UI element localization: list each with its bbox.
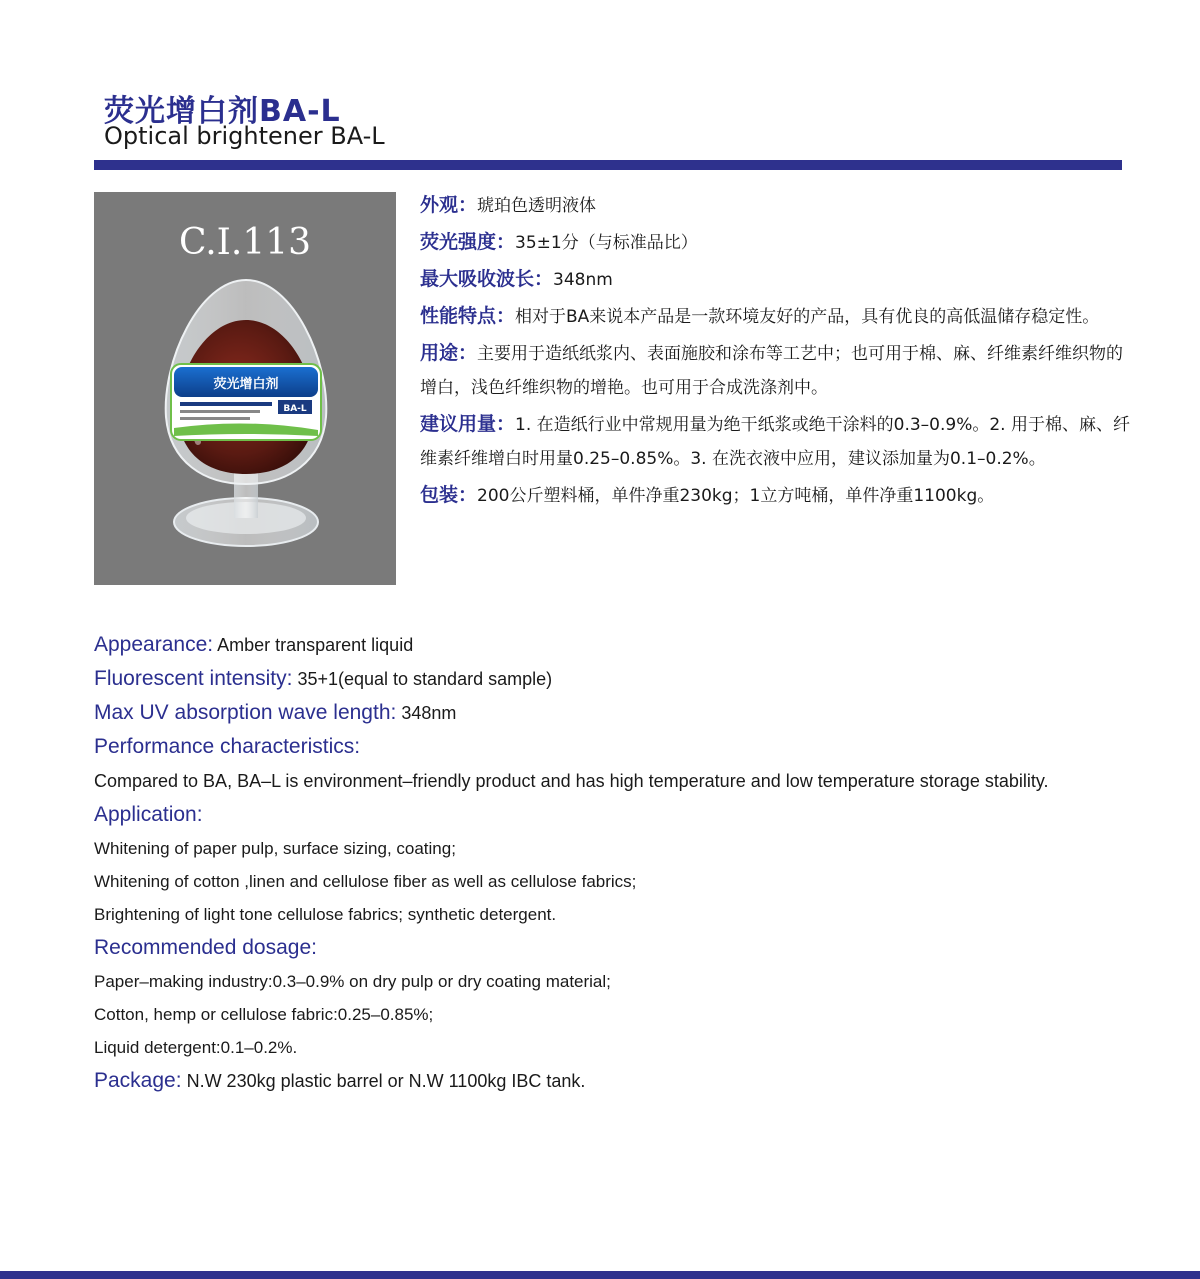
cn-spec-value: 主要用于造纸纸浆内、表面施胶和涂布等工艺中；也可用于棉、麻、纤维素纤维织物的增白，浅色纤维织物的增艳。也可用于合成洗涤剂中。 (420, 344, 1124, 398)
en-spec-key: Appearance: (94, 633, 214, 656)
en-spec-value: N.W 230kg plastic barrel or N.W 1100kg IBC tank. (181, 1071, 586, 1091)
en-spec-absorption (94, 696, 1154, 730)
list-item: Brightening of light tone cellulose fabrics; synthetic detergent. (94, 905, 557, 924)
list-item: Liquid detergent:0.1–0.2%. (94, 1038, 298, 1057)
list-item: Cotton, hemp or cellulose fabric:0.25–0.85%; (94, 1005, 434, 1024)
list-item: Paper–making industry:0.3–0.9% on dry pulp or dry coating material; (94, 972, 611, 991)
cn-spec-value: 35±1分（与标准品比） (515, 233, 698, 253)
cn-spec-usage (420, 336, 1135, 405)
title-divider (94, 160, 1122, 170)
page-title-en: Optical brightener BA-L (104, 122, 385, 150)
en-spec-package (94, 1064, 1154, 1098)
ci-number-label: C.I.113 (178, 222, 312, 263)
cn-spec-fluorescence (420, 225, 1135, 260)
footer-divider (0, 1271, 1200, 1279)
english-spec-list (94, 628, 1154, 1098)
en-spec-key: Package: (94, 1069, 182, 1092)
bottle-label-grade: BA-L (283, 404, 307, 414)
en-spec-application (94, 798, 1154, 832)
list-item: Whitening of cotton ,linen and cellulose fiber as well as cellulose fabrics; (94, 872, 637, 891)
cn-spec-value: 相对于BA来说本产品是一款环境友好的产品，具有优良的高低温储存稳定性。 (515, 307, 1100, 327)
en-spec-key: Max UV absorption wave length: (94, 701, 397, 724)
cn-spec-performance (420, 299, 1135, 334)
en-spec-value: 35+1(equal to standard sample) (292, 669, 553, 689)
cn-spec-key: 最大吸收波长： (420, 268, 554, 290)
en-spec-value: Amber transparent liquid (213, 635, 414, 655)
page-title-cn: 荧光增白剂BA-L (104, 94, 341, 129)
cn-spec-value: 348nm (553, 270, 613, 290)
cn-spec-value: 琥珀色透明液体 (477, 196, 597, 216)
cn-spec-dosage (420, 407, 1135, 476)
cn-spec-key: 荧光强度： (420, 231, 516, 253)
cn-spec-value: 200公斤塑料桶，单件净重230kg；1立方吨桶，单件净重1100kg。 (477, 486, 995, 506)
cn-spec-absorption (420, 262, 1135, 297)
en-spec-key: Performance characteristics: (94, 735, 361, 758)
product-photo (94, 192, 396, 585)
cn-spec-key: 包装： (420, 484, 478, 506)
en-spec-appearance (94, 628, 1154, 662)
en-spec-key: Application: (94, 803, 203, 826)
en-spec-key: Fluorescent intensity: (94, 667, 293, 690)
cn-spec-key: 性能特点： (420, 305, 516, 327)
en-spec-dosage (94, 931, 1154, 965)
chinese-spec-list (420, 188, 1135, 515)
cn-spec-appearance (420, 188, 1135, 223)
en-performance-text: Compared to BA, BA–L is environment–friendly product and has high temperature and low temperature storage stability. (94, 771, 1049, 791)
bottle-label-title: 荧光增白剂 (213, 377, 279, 392)
en-spec-fluorescent (94, 662, 1154, 696)
cn-spec-key: 用途： (420, 342, 478, 364)
cn-spec-key: 外观： (420, 194, 478, 216)
en-spec-key: Recommended dosage: (94, 936, 317, 959)
cn-spec-key: 建议用量： (420, 413, 516, 435)
cn-spec-value: 1. 在造纸行业中常规用量为绝干纸浆或绝干涂料的0.3–0.9%。2. 用于棉、麻、纤维素纤维增白时用量0.25–0.85%。3. 在洗衣液中应用，建议添加量为0.1–0.2%。 (420, 415, 1130, 469)
list-item: Whitening of paper pulp, surface sizing, coating; (94, 839, 456, 858)
en-spec-value: 348nm (396, 703, 457, 723)
cn-spec-package (420, 478, 1135, 513)
en-spec-performance (94, 730, 1154, 764)
